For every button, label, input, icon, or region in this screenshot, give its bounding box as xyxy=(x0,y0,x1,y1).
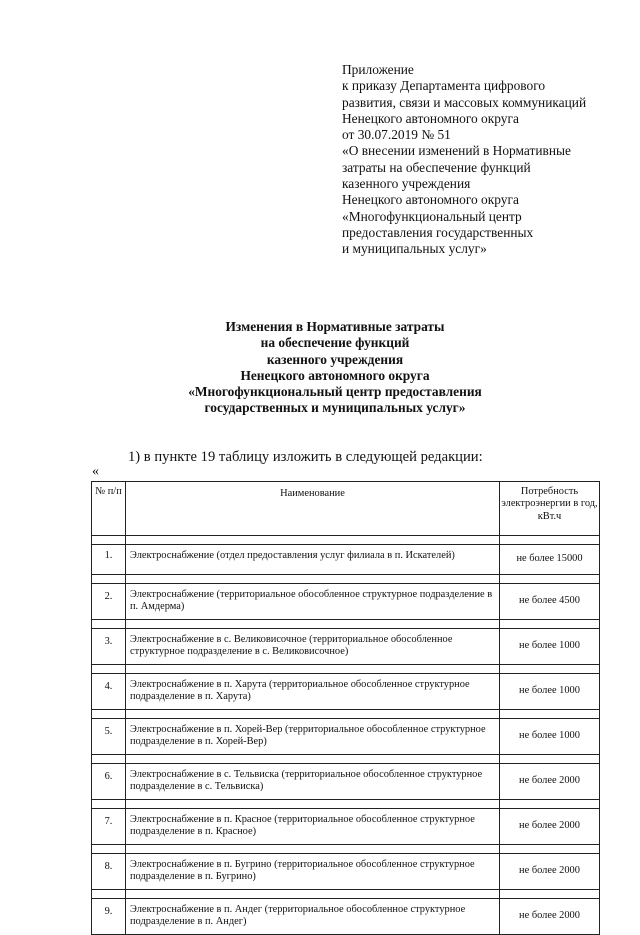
row-num: 2. xyxy=(92,584,126,620)
appendix-line: предоставления государственных xyxy=(342,224,534,240)
table-gap-row xyxy=(92,845,600,854)
row-num: 3. xyxy=(92,629,126,665)
appendix-line: затраты на обеспечение функций xyxy=(342,159,531,175)
appendix-line: «Многофункциональный центр xyxy=(342,208,522,224)
heading-line: «Многофункциональный центр предоставления xyxy=(188,384,482,400)
table-row xyxy=(92,719,600,755)
row-name: Электроснабжение в п. Харута (территориальное обособленное структурное подразделение в п. Харута) xyxy=(126,674,500,710)
table-gap-row xyxy=(92,620,600,629)
heading-line: на обеспечение функций xyxy=(260,335,410,351)
table-row xyxy=(92,584,600,620)
row-value: не более 2000 xyxy=(500,764,600,800)
row-value: не более 2000 xyxy=(500,899,600,935)
opening-quote-mark: « xyxy=(92,464,99,479)
row-name: Электроснабжение в п. Хорей-Вер (территориальное обособленное структурное подразделение в п. Хорей-Вер) xyxy=(126,719,500,755)
heading-line: Ненецкого автономного округа xyxy=(240,367,430,383)
heading-line: государственных и муниципальных услуг» xyxy=(204,400,466,416)
appendix-line: развития, связи и массовых коммуникаций xyxy=(342,94,587,110)
appendix-line: казенного учреждения xyxy=(342,176,471,192)
table-row xyxy=(92,899,600,935)
table-gap-row xyxy=(92,710,600,719)
document-heading xyxy=(100,319,570,417)
appendix-line: «О внесении изменений в Нормативные xyxy=(342,143,571,159)
row-num: 4. xyxy=(92,674,126,710)
intro-paragraph: 1) в пункте 19 таблицу изложить в следующей редакции: xyxy=(128,449,483,465)
row-name: Электроснабжение в п. Красное (территориальное обособленное структурное подразделение в п. Красное) xyxy=(126,809,500,845)
table-gap-row xyxy=(92,665,600,674)
row-name: Электроснабжение в п. Бугрино (территориальное обособленное структурное подразделение в п. Бугрино) xyxy=(126,854,500,890)
header-value: Потребность электроэнергии в год, кВт.ч xyxy=(500,482,600,536)
row-name: Электроснабжение (территориальное обособленное структурное подразделение в п. Амдерма) xyxy=(126,584,500,620)
row-num: 9. xyxy=(92,899,126,935)
table-gap-row xyxy=(92,536,600,545)
table-row xyxy=(92,545,600,575)
row-value: не более 2000 xyxy=(500,809,600,845)
appendix-line: и муниципальных услуг» xyxy=(342,241,487,257)
row-name: Электроснабжение (отдел предоставления услуг филиала в п. Искателей) xyxy=(126,545,500,575)
row-name: Электроснабжение в п. Андег (территориальное обособленное структурное подразделение в п. Андег) xyxy=(126,899,500,935)
electricity-table xyxy=(91,481,600,935)
appendix-line: к приказу Департамента цифрового xyxy=(342,78,546,94)
appendix-line: от 30.07.2019 № 51 xyxy=(342,127,451,143)
row-num: 5. xyxy=(92,719,126,755)
appendix-line: Приложение xyxy=(342,62,414,77)
table-gap-row xyxy=(92,755,600,764)
table-row xyxy=(92,764,600,800)
table-row xyxy=(92,629,600,665)
table-gap-row xyxy=(92,890,600,899)
table-row xyxy=(92,854,600,890)
row-value: не более 1000 xyxy=(500,629,600,665)
row-name: Электроснабжение в с. Тельвиска (территориальное обособленное структурное подразделение в с. Тельвиска) xyxy=(126,764,500,800)
table-row xyxy=(92,674,600,710)
row-num: 7. xyxy=(92,809,126,845)
heading-line: Изменения в Нормативные затраты xyxy=(225,319,445,334)
row-value: не более 1000 xyxy=(500,674,600,710)
table-row xyxy=(92,809,600,845)
table-gap-row xyxy=(92,800,600,809)
row-num: 8. xyxy=(92,854,126,890)
header-name: Наименование xyxy=(126,482,500,536)
row-name: Электроснабжение в с. Великовисочное (территориальное обособленное структурное подразделение в с. Великовисочное) xyxy=(126,629,500,665)
row-value: не более 15000 xyxy=(500,545,600,575)
row-num: 6. xyxy=(92,764,126,800)
header-num: № п/п xyxy=(92,482,126,536)
row-value: не более 1000 xyxy=(500,719,600,755)
heading-line: казенного учреждения xyxy=(266,351,404,367)
appendix-line: Ненецкого автономного округа xyxy=(342,110,519,126)
appendix-line: Ненецкого автономного округа xyxy=(342,192,519,208)
row-value: не более 4500 xyxy=(500,584,600,620)
row-value: не более 2000 xyxy=(500,854,600,890)
appendix-reference-block xyxy=(342,62,632,258)
row-num: 1. xyxy=(92,545,126,575)
table-gap-row xyxy=(92,575,600,584)
